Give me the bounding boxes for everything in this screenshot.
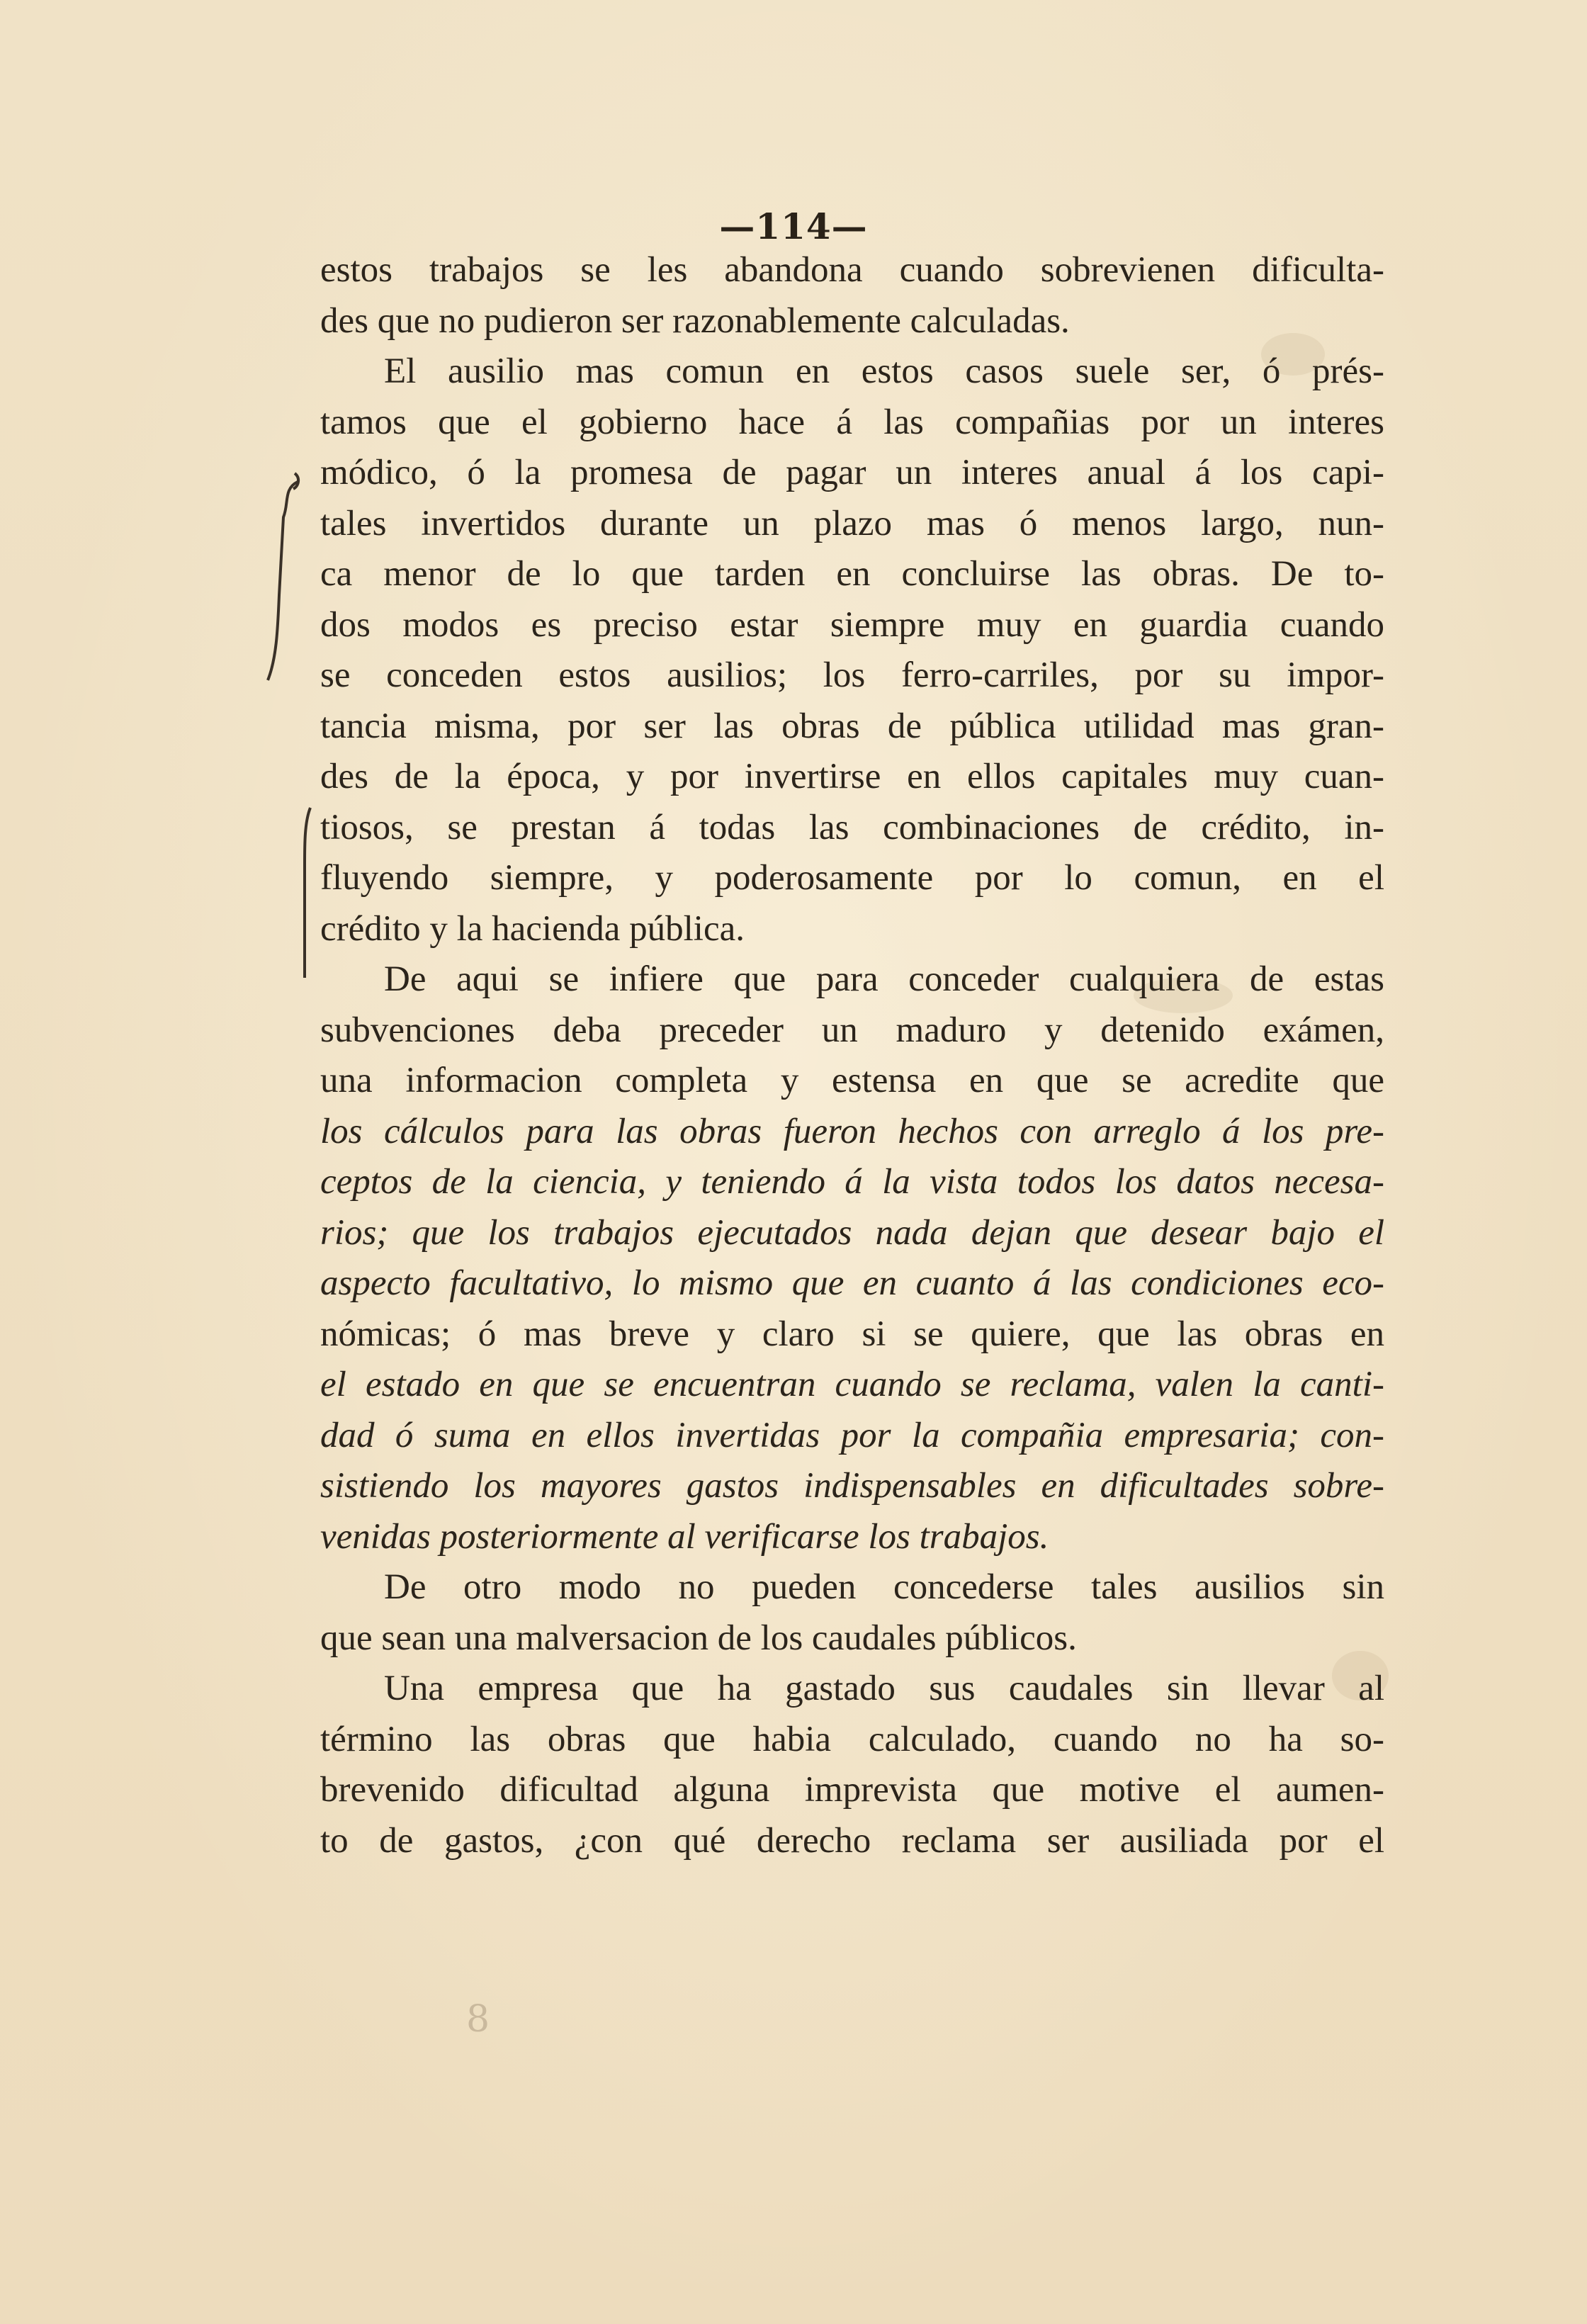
bottom-signature-mark: 8 xyxy=(466,1998,490,2041)
text-line: crédito y la hacienda pública. xyxy=(320,908,745,949)
text-line: tales invertidos durante un plazo mas ó menos largo, nun- xyxy=(320,503,1384,543)
text-line: estos trabajos se les abandona cuando sobrevienen dificulta- xyxy=(320,250,1384,290)
text-line: des de la época, y por invertirse en ellos capitales muy cuan- xyxy=(320,757,1384,796)
text-line: nómicas; ó mas breve y claro si se quiere, que las obras en xyxy=(320,1314,1384,1354)
text-line-italic: venidas posteriormente al verificarse los trabajos. xyxy=(320,1516,1049,1557)
margin-bracket-mark xyxy=(255,468,312,694)
paragraph-1 xyxy=(320,245,1384,346)
text-line: fluyendo siempre, y poderosamente por lo comun, en el xyxy=(320,858,1384,898)
page-number: —114— xyxy=(719,205,868,247)
text-line: to de gastos, ¿con qué derecho reclama ser ausiliada por el xyxy=(320,1820,1384,1861)
text-line-italic: aspecto facultativo, lo mismo que en cuanto á las condiciones eco- xyxy=(320,1263,1384,1303)
text-line: De aqui se infiere que para conceder cualquiera de estas xyxy=(384,959,1384,999)
text-line: dos modos es preciso estar siempre muy en guardia cuando xyxy=(320,604,1384,645)
text-line: se conceden estos ausilios; los ferro-carriles, por su impor- xyxy=(320,655,1384,695)
text-line: des que no pudieron ser razonablemente calculadas. xyxy=(320,300,1070,341)
text-line: De otro modo no pueden concederse tales ausilios sin xyxy=(384,1567,1384,1607)
text-line: ca menor de lo que tarden en concluirse las obras. De to- xyxy=(320,554,1384,594)
text-line: que sean una malversacion de los caudales públicos. xyxy=(320,1618,1077,1658)
paragraph-2 xyxy=(320,346,1384,954)
paragraph-4 xyxy=(320,1562,1384,1664)
paragraph-5 xyxy=(320,1664,1384,1866)
paragraph-3 xyxy=(320,954,1384,1562)
text-line: El ausilio mas comun en estos casos suele ser, ó prés- xyxy=(384,351,1384,391)
text-line-italic: rios; que los trabajos ejecutados nada dejan que desear bajo el xyxy=(320,1212,1384,1253)
text-line-italic: el estado en que se encuentran cuando se reclama, valen la canti- xyxy=(320,1365,1384,1404)
body-text xyxy=(320,245,1384,1866)
margin-bracket-mark xyxy=(290,801,319,992)
text-line: tamos que el gobierno hace á las compañias por un interes xyxy=(320,402,1384,442)
text-line: una informacion completa y estensa en que se acredite que xyxy=(320,1061,1384,1100)
text-line: término las obras que habia calculado, cuando no ha so- xyxy=(320,1719,1384,1759)
text-line-italic: dad ó suma en ellos invertidas por la compañia empresaria; con- xyxy=(320,1415,1384,1455)
text-line: subvenciones deba preceder un maduro y detenido exámen, xyxy=(320,1010,1384,1050)
text-line: Una empresa que ha gastado sus caudales sin llevar al xyxy=(384,1669,1384,1708)
text-line: tancia misma, por ser las obras de pública utilidad mas gran- xyxy=(320,706,1384,746)
text-line: brevenido dificultad alguna imprevista que motive el aumen- xyxy=(320,1770,1384,1810)
text-line-italic: los cálculos para las obras fueron hechos con arreglo á los pre- xyxy=(320,1111,1384,1151)
text-line-italic: sistiendo los mayores gastos indispensables en dificultades sobre- xyxy=(320,1466,1384,1506)
text-line: tiosos, se prestan á todas las combinaciones de crédito, in- xyxy=(320,807,1384,847)
text-line: módico, ó la promesa de pagar un interes anual á los capi- xyxy=(320,453,1384,492)
text-line-italic: ceptos de la ciencia, y teniendo á la vista todos los datos necesa- xyxy=(320,1162,1384,1202)
